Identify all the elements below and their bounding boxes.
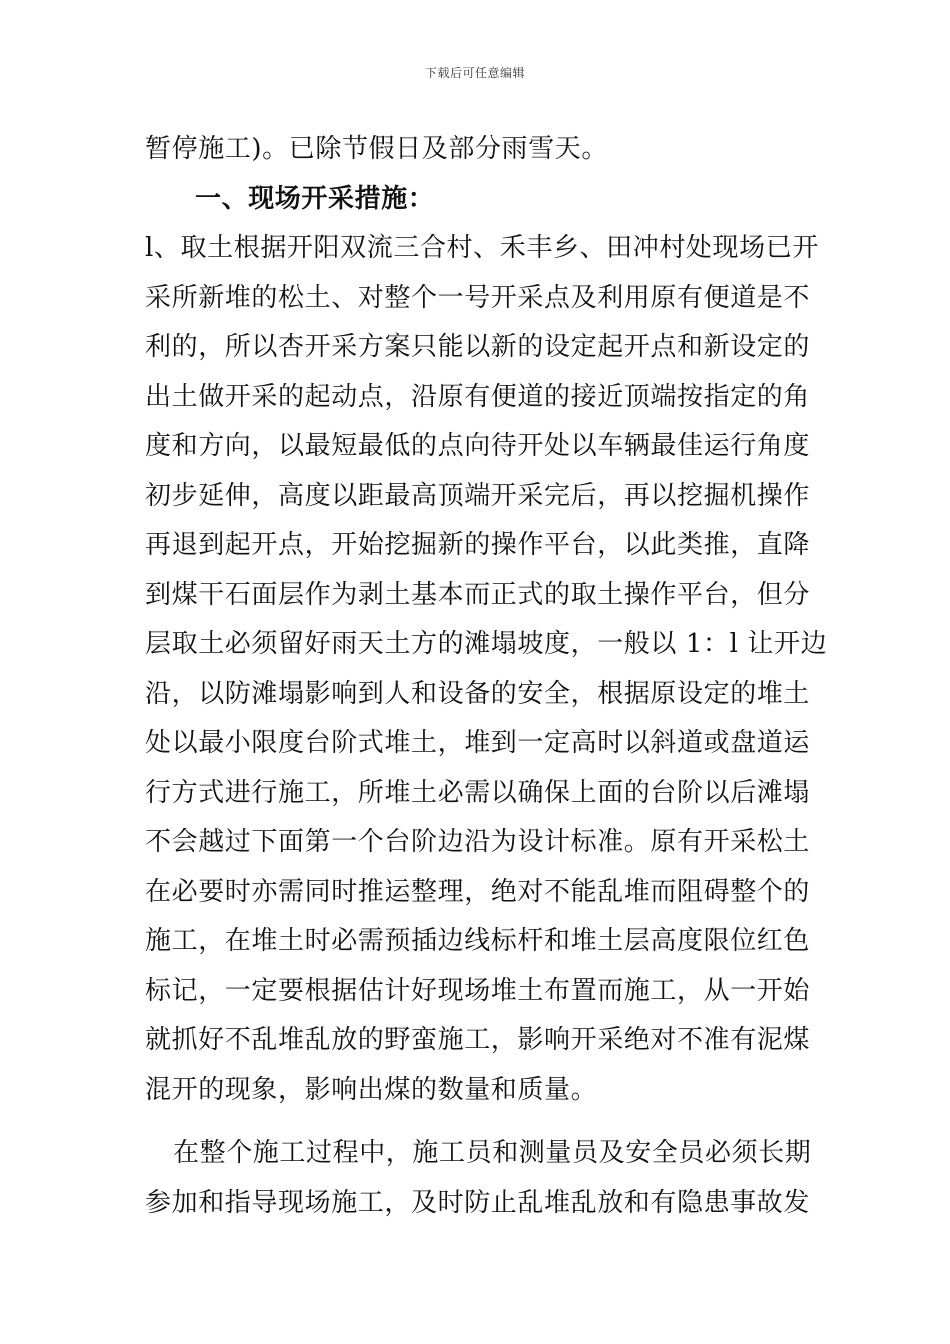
text-line: 初步延伸，高度以距最高顶端开采完后，再以挖掘机操作 <box>145 480 811 511</box>
text-line: 处以最小限度台阶式堆土，堆到一定高时以斜道或盘道运 <box>145 728 811 758</box>
text-line: 再退到起开点，开始挖掘新的操作平台，以此类推，直降 <box>145 530 811 560</box>
paragraph-gap <box>145 1115 810 1129</box>
text-line: 利的，所以杏开采方案只能以新的设定起开点和新设定的 <box>145 332 811 362</box>
page-header-note: 下载后可任意编辑 <box>424 66 525 80</box>
text-line: 混开的现象，影响出煤的数量和质量。 <box>145 1074 598 1105</box>
text-line: 出土做开采的起动点，沿原有便道的接近顶端按指定的角 <box>145 381 811 412</box>
text-line: 在整个施工过程中，施工员和测量员及安全员必须长期 <box>173 1138 812 1168</box>
text-line: 在必要时亦需同时推运整理，绝对不能乱堆而阻碍整个的 <box>145 876 811 907</box>
text-line: 标记，一定要根据估计好现场堆土布置而施工，从一开始 <box>145 975 811 1006</box>
document-body <box>145 125 828 1228</box>
text-line: 采所新堆的松土、对整个一号开采点及利用原有便道是不 <box>145 282 811 313</box>
text-line: l、取土根据开阳双流三合村、禾丰乡、田冲村处现场已开 <box>145 233 819 263</box>
text-line: 暂停施工)。已除节假日及部分雨雪天。 <box>145 134 608 164</box>
text-line: 参加和指导现场施工，及时防止乱堆乱放和有隐患事故发 <box>145 1187 811 1218</box>
text-line: 行方式进行施工，所堆土必需以确保上面的台阶以后滩塌 <box>145 777 811 808</box>
text-line: 不会越过下面第一个台阶边沿为设计标准。原有开采松土 <box>145 827 811 857</box>
text-line: 沿，以防滩塌影响到人和设备的安全，根据原设定的堆土 <box>145 678 811 709</box>
text-line: 施工，在堆土时必需预插边线标杆和堆土层高度限位红色 <box>145 926 811 956</box>
text-line: 到煤干石面层作为剥土基本而正式的取土操作平台，但分 <box>145 579 811 610</box>
text-line: 层取土必须留好雨天土方的滩塌坡度，一般以 1：l 让开边 <box>145 629 828 659</box>
text-line: 度和方向，以最短最低的点向待开处以车辆最佳运行角度 <box>145 431 811 461</box>
section-heading: 一、现场开采措施： <box>195 183 435 214</box>
text-line: 就抓好不乱堆乱放的野蛮施工，影响开采绝对不准有泥煤 <box>145 1025 811 1055</box>
